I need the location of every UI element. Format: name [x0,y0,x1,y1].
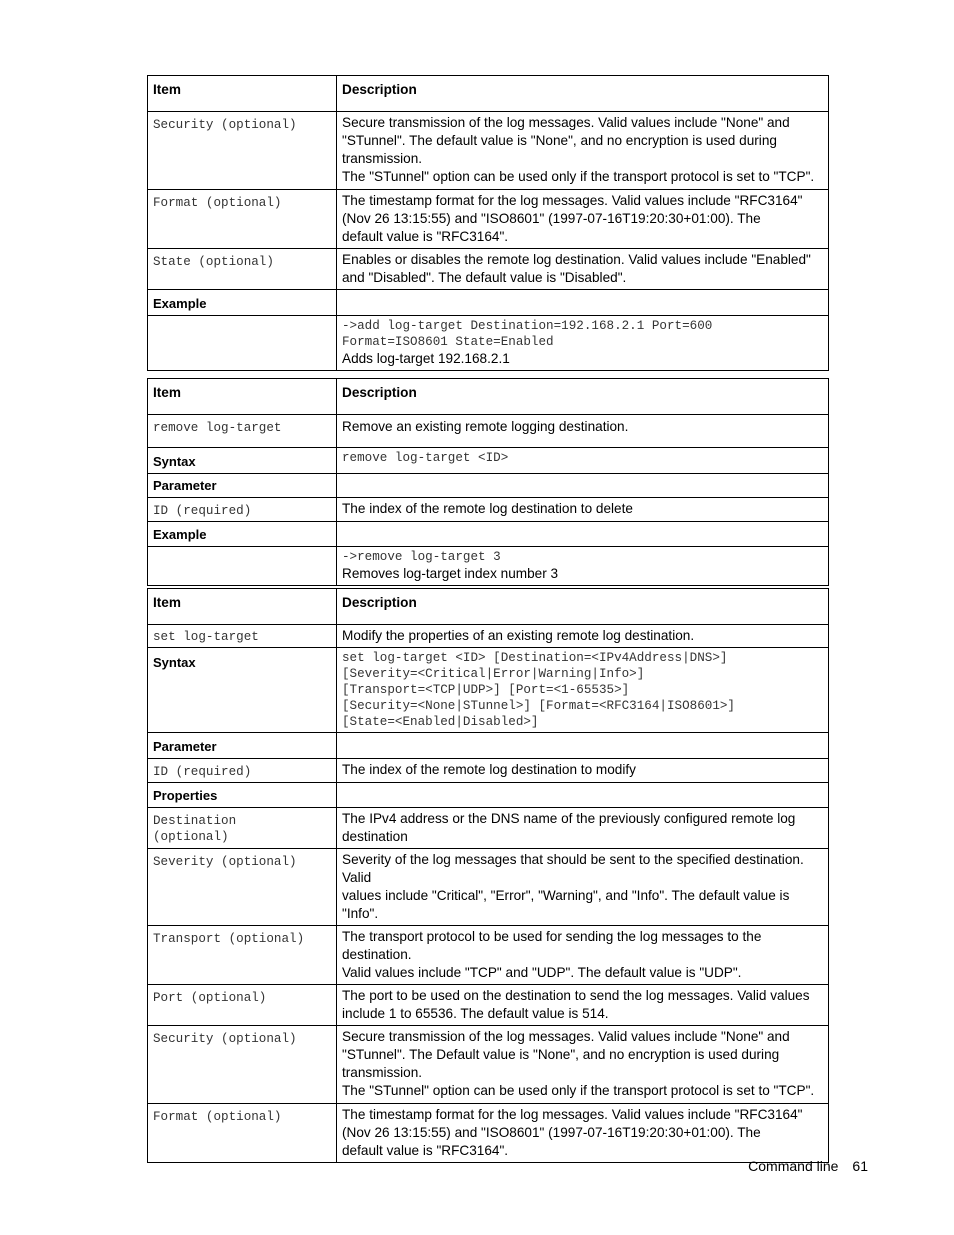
example-label: Example [148,522,337,547]
prop-item-severity: Severity (optional) [148,849,337,926]
syntax-line: set log-target <ID> [Destination=<IPv4Address|DNS>] [342,651,728,665]
header-description: Description [337,589,829,625]
example-row [148,316,829,371]
empty-cell [337,783,829,808]
desc-line: Secure transmission of the log messages. Valid values include "None" and [342,1029,790,1044]
table-row [148,849,829,926]
table-header-row [148,379,829,415]
command-description: Modify the properties of an existing remote log destination. [337,625,829,648]
desc-line: The transport protocol to be used for sending the log messages to the destination. [342,929,762,962]
example-content [337,316,829,371]
table-header-row [148,589,829,625]
desc-line: "STunnel". The default value is "None", and no encryption is used during [342,133,777,148]
table-row [148,625,829,648]
syntax-code [337,648,829,733]
command-description: Remove an existing remote logging destination. [337,415,829,448]
table-row [148,190,829,249]
example-label-row [148,290,829,316]
table-row [148,759,829,783]
table-row [148,926,829,985]
param-item: ID (required) [148,498,337,522]
footer-section-title: Command line [748,1158,839,1174]
syntax-line: [Severity=<Critical|Error|Warning|Info>] [342,667,645,681]
prop-desc-port [337,985,829,1026]
desc-line: Severity of the log messages that should be sent to the specified destination. Valid [342,852,804,885]
prop-item-format: Format (optional) [148,1104,337,1163]
item-state: State (optional) [148,249,337,290]
desc-line: values include "Critical", "Error", "Warning", and "Info". The default value is [342,888,790,903]
properties-label: Properties [148,783,337,808]
set-log-target-table [147,588,829,1163]
prop-item-port: Port (optional) [148,985,337,1026]
prop-desc-transport [337,926,829,985]
desc-line: include 1 to 65536. The default value is 514. [342,1006,609,1021]
parameter-label: Parameter [148,474,337,498]
empty-cell [337,290,829,316]
desc-line: "Info". [342,906,379,921]
empty-cell [148,316,337,371]
example-row [148,547,829,586]
parameter-label: Parameter [148,733,337,759]
example-code-line: ->remove log-target 3 [342,550,501,564]
desc-line: default value is "RFC3164". [342,1143,509,1158]
page-footer [748,1158,868,1174]
example-code-line: Format=ISO8601 State=Enabled [342,335,554,349]
table-header-row [148,76,829,112]
prop-item-line: Destination [153,814,237,828]
table-row [148,415,829,448]
prop-desc-format [337,1104,829,1163]
param-item: ID (required) [148,759,337,783]
syntax-row [148,448,829,474]
command-name: remove log-target [148,415,337,448]
page-number: 61 [852,1158,868,1174]
table-row [148,249,829,290]
item-security: Security (optional) [148,112,337,190]
desc-line: destination [342,829,408,844]
syntax-row [148,648,829,733]
description-state [337,249,829,290]
prop-desc-security [337,1026,829,1104]
param-description: The index of the remote log destination to modify [337,759,829,783]
example-text: Removes log-target index number 3 [342,566,559,581]
header-item: Item [148,589,337,625]
header-item: Item [148,76,337,112]
parameter-label-row [148,474,829,498]
header-item: Item [148,379,337,415]
desc-line: default value is "RFC3164". [342,229,509,244]
desc-line: transmission. [342,151,423,166]
desc-line: and "Disabled". The default value is "Disabled". [342,270,627,285]
desc-line: The "STunnel" option can be used only if the transport protocol is set to "TCP". [342,1083,815,1098]
desc-line: The timestamp format for the log messages. Valid values include "RFC3164" [342,193,803,208]
header-description: Description [337,76,829,112]
desc-line: The port to be used on the destination to send the log messages. Valid values [342,988,810,1003]
table-row [148,1026,829,1104]
example-code-line: ->add log-target Destination=192.168.2.1 Port=600 [342,319,713,333]
example-label-row [148,522,829,547]
table-row [148,498,829,522]
item-format: Format (optional) [148,190,337,249]
parameter-label-row [148,733,829,759]
desc-line: Enables or disables the remote log destination. Valid values include "Enabled" [342,252,811,267]
table-row [148,112,829,190]
syntax-label: Syntax [148,448,337,474]
table-row [148,1104,829,1163]
log-target-options-table [147,75,829,371]
desc-line: The IPv4 address or the DNS name of the previously configured remote log [342,811,796,826]
example-label: Example [148,290,337,316]
table-row [148,985,829,1026]
example-content [337,547,829,586]
desc-line: The "STunnel" option can be used only if the transport protocol is set to "TCP". [342,169,815,184]
param-description: The index of the remote log destination to delete [337,498,829,522]
empty-cell [337,733,829,759]
syntax-code: remove log-target <ID> [337,448,829,474]
prop-item-line: (optional) [153,830,229,844]
prop-item-destination [148,808,337,849]
desc-line: Valid values include "TCP" and "UDP". The default value is "UDP". [342,965,742,980]
table-row [148,808,829,849]
remove-log-target-table [147,378,829,586]
desc-line: transmission. [342,1065,423,1080]
command-name: set log-target [148,625,337,648]
desc-line: (Nov 26 13:15:55) and "ISO8601" (1997-07-16T19:20:30+01:00). The [342,1125,761,1140]
desc-line: (Nov 26 13:15:55) and "ISO8601" (1997-07-16T19:20:30+01:00). The [342,211,761,226]
prop-desc-destination [337,808,829,849]
syntax-label: Syntax [148,648,337,733]
description-format [337,190,829,249]
empty-cell [148,547,337,586]
empty-cell [337,474,829,498]
prop-item-transport: Transport (optional) [148,926,337,985]
prop-item-security: Security (optional) [148,1026,337,1104]
prop-desc-severity [337,849,829,926]
properties-label-row [148,783,829,808]
syntax-line: [State=<Enabled|Disabled>] [342,715,539,729]
syntax-line: [Security=<None|STunnel>] [Format=<RFC3164|ISO8601>] [342,699,735,713]
description-security [337,112,829,190]
desc-line: "STunnel". The Default value is "None", and no encryption is used during [342,1047,780,1062]
syntax-line: [Transport=<TCP|UDP>] [Port=<1-65535>] [342,683,630,697]
empty-cell [337,522,829,547]
desc-line: Secure transmission of the log messages. Valid values include "None" and [342,115,790,130]
desc-line: The timestamp format for the log messages. Valid values include "RFC3164" [342,1107,803,1122]
header-description: Description [337,379,829,415]
example-text: Adds log-target 192.168.2.1 [342,351,510,366]
